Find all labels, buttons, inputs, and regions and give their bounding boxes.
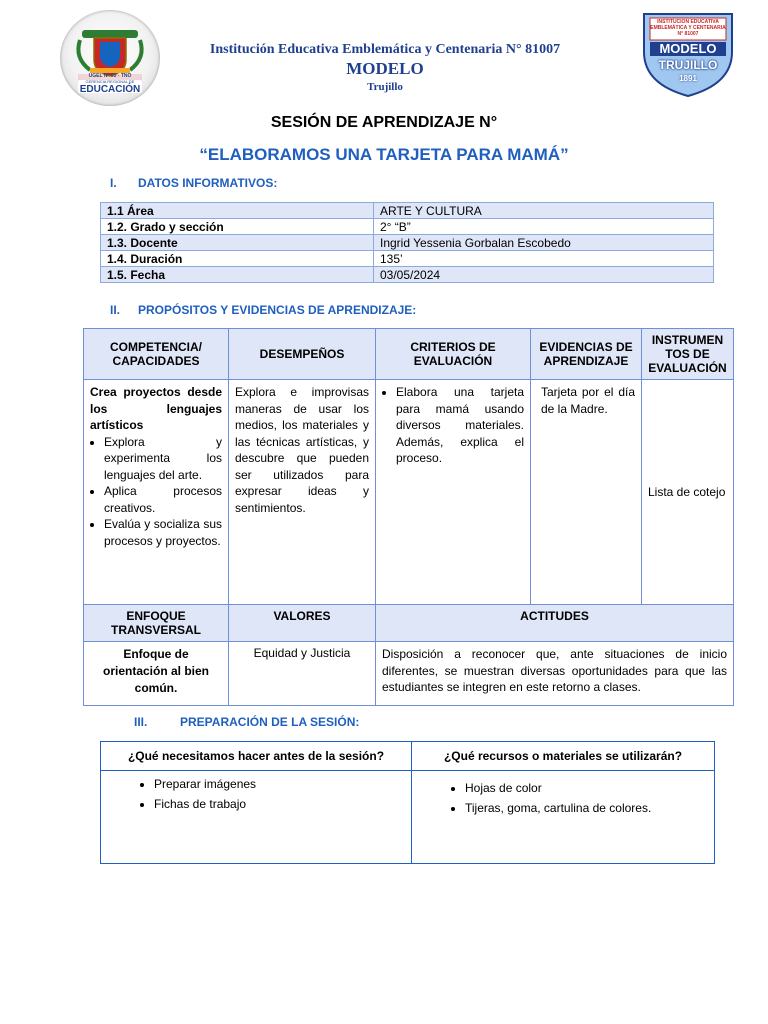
table-row xyxy=(101,219,714,235)
evidencias-cell xyxy=(531,380,642,605)
shield-city: TRUJILLO xyxy=(658,58,718,72)
table-row xyxy=(84,329,734,380)
competencia-text: Crea proyectos desde los lenguajes artísticos xyxy=(90,385,222,432)
info-key: 1.2. Grado y sección xyxy=(101,219,374,235)
section-1-number: I. xyxy=(110,176,117,190)
section-3-heading xyxy=(134,715,359,729)
info-value: ARTE Y CULTURA xyxy=(374,203,714,219)
criterios-cell xyxy=(376,380,531,605)
header-criterios: CRITERIOS DE EVALUACIÓN xyxy=(376,329,531,380)
table-row xyxy=(84,642,734,706)
gerencia-label: GERENCIA REGIONAL DE xyxy=(85,79,135,84)
recursos-list xyxy=(413,778,713,818)
header-antes: ¿Qué necesitamos hacer antes de la sesión? xyxy=(101,742,412,771)
competencias-table xyxy=(83,328,734,706)
header-valores: VALORES xyxy=(229,605,376,642)
section-2-number: II. xyxy=(110,303,121,317)
school-city: Trujillo xyxy=(367,81,403,93)
desempenos-cell xyxy=(229,380,376,605)
info-value: 135’ xyxy=(374,251,714,267)
info-value: Ingrid Yessenia Gorbalan Escobedo xyxy=(374,235,714,251)
table-row xyxy=(84,605,734,642)
section-2-heading xyxy=(110,303,416,317)
criterios-list xyxy=(382,384,524,467)
list-item: • Elabora una tarjeta para mamá usando diversos materiales. Además, explica el proceso. xyxy=(396,384,524,467)
antes-cell xyxy=(101,771,412,864)
antes-list xyxy=(102,774,410,814)
info-key: 1.3. Docente xyxy=(101,235,374,251)
actitudes-cell: Disposición a reconocer que, ante situaciones de inicio diferentes, se muestran diversas oportunidades para que las estudiantes se integren en este retorno a clases. xyxy=(376,642,734,706)
recursos-cell xyxy=(412,771,715,864)
header-desempenos: DESEMPEÑOS xyxy=(229,329,376,380)
info-key: 1.4. Duración xyxy=(101,251,374,267)
institution-name: Institución Educativa Emblemática y Centenaria N° 81007 xyxy=(209,42,561,57)
header-enfoque: ENFOQUE TRANSVERSAL xyxy=(84,605,229,642)
section-1-heading xyxy=(110,176,277,190)
header-evidencias: EVIDENCIAS DE APRENDIZAJE xyxy=(531,329,642,380)
instrumentos-cell xyxy=(642,380,734,605)
header-actitudes: ACTITUDES xyxy=(376,605,734,642)
page-subtitle: “ELABORAMOS UNA TARJETA PARA MAMÁ” xyxy=(199,145,569,164)
section-3-number: III. xyxy=(134,715,148,729)
school-name: MODELO xyxy=(346,59,424,78)
ugel-logo xyxy=(60,10,160,106)
table-row xyxy=(101,267,714,283)
table-row xyxy=(101,235,714,251)
ugel-label: UGEL N° 03 - TNO xyxy=(88,73,132,79)
shield-line2: EMBLEMÁTICA Y CENTENARIA xyxy=(650,25,726,31)
info-value: 2° “B” xyxy=(374,219,714,235)
school-shield-logo xyxy=(640,10,736,98)
list-item: • Explora y experimenta los lenguajes del arte. xyxy=(104,434,222,484)
valores-cell: Equidad y Justicia xyxy=(229,642,376,706)
table-row xyxy=(101,203,714,219)
desempenos-text: Explora e improvisas maneras de usar los medios, los materiales y las técnicas artísticas, y descubre que pueden ser utilizados para expresar ideas y sentimientos. xyxy=(235,385,369,515)
enfoque-cell: Enfoque de orientación al bien común. xyxy=(84,642,229,706)
list-item: • Tijeras, goma, cartulina de colores. xyxy=(465,798,713,818)
capacidades-list xyxy=(90,434,222,550)
info-value: 03/05/2024 xyxy=(374,267,714,283)
shield-line3: N° 81007 xyxy=(677,31,699,37)
education-label: EDUCACIÓN xyxy=(79,84,141,95)
competencia-cell xyxy=(84,380,229,605)
shield-year: 1891 xyxy=(679,74,697,83)
section-3-title: PREPARACIÓN DE LA SESIÓN: xyxy=(180,715,360,729)
preparacion-table xyxy=(100,741,715,864)
section-2-title: PROPÓSITOS Y EVIDENCIAS DE APRENDIZAJE: xyxy=(138,303,417,317)
table-row xyxy=(101,742,715,771)
table-row xyxy=(84,380,734,605)
list-item: • Aplica procesos creativos. xyxy=(104,483,222,516)
header-instrumentos: INSTRUMEN TOS DE EVALUACIÓN xyxy=(642,329,734,380)
table-row xyxy=(101,771,715,864)
shield-line1: INSTITUCION EDUCATIVA xyxy=(657,19,719,25)
list-item: • Evalúa y socializa sus procesos y proyectos. xyxy=(104,516,222,549)
list-item: • Fichas de trabajo xyxy=(154,794,410,814)
instrumentos-text: Lista de cotejo xyxy=(648,484,726,499)
list-item: • Preparar imágenes xyxy=(154,774,410,794)
evidencias-text: Tarjeta por el día de la Madre. xyxy=(541,385,635,416)
section-1-title: DATOS INFORMATIVOS: xyxy=(138,176,278,190)
shield-name: MODELO xyxy=(659,41,717,56)
list-item: • Hojas de color xyxy=(465,778,713,798)
info-table xyxy=(100,202,714,283)
info-key: 1.5. Fecha xyxy=(101,267,374,283)
info-key: 1.1 Área xyxy=(101,203,374,219)
header-recursos: ¿Qué recursos o materiales se utilizarán? xyxy=(412,742,715,771)
table-row xyxy=(101,251,714,267)
header-competencia: COMPETENCIA/ CAPACIDADES xyxy=(84,329,229,380)
page-title: SESIÓN DE APRENDIZAJE N° xyxy=(270,114,498,131)
